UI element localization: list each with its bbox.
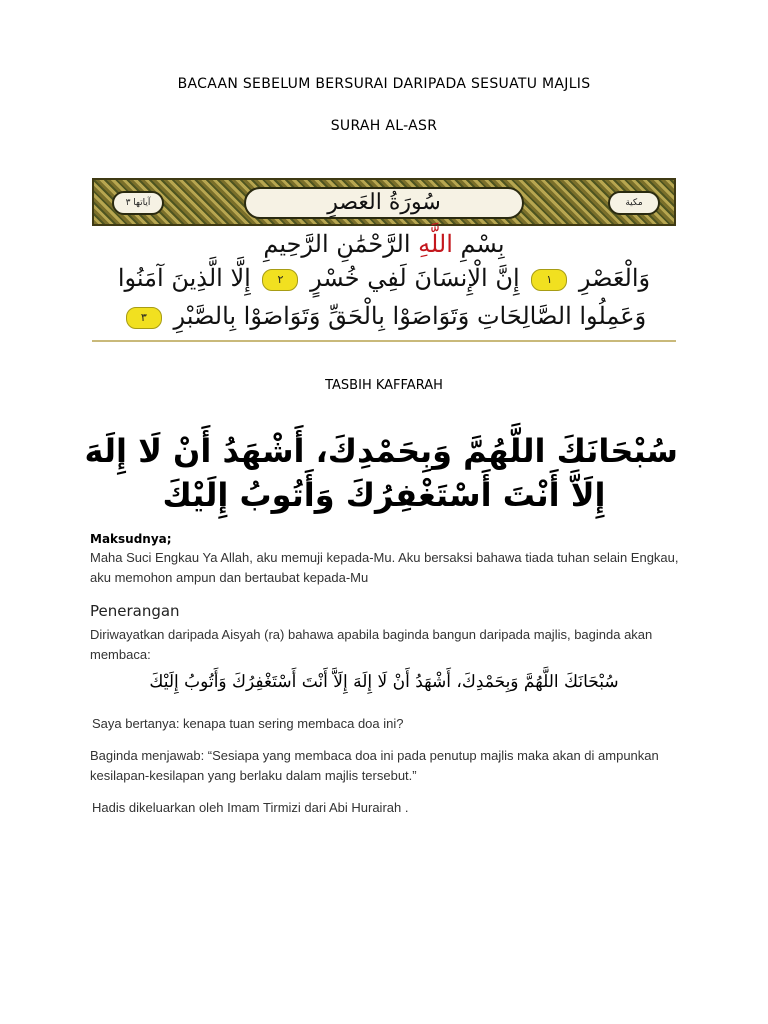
ayah-2-text: إِنَّ الْإِنسَانَ لَفِي خُسْرٍ — [310, 264, 520, 292]
meaning-text: Maha Suci Engkau Ya Allah, aku memuji kepada-Mu. Aku bersaksi bahawa tiada tuhan selain Engkau, aku memohon ampun dan bertaubat kepada-Mu — [90, 550, 679, 585]
ayah-3-start-text: إِلَّا الَّذِينَ آمَنُوا — [117, 264, 251, 292]
ayah-line-1 — [92, 264, 676, 292]
ayah-line-2 — [92, 302, 676, 330]
surah-header-band — [92, 178, 676, 226]
panel-divider — [92, 340, 676, 342]
basmala — [92, 230, 676, 258]
ayah-count-medallion: آياتها ٣ — [112, 191, 164, 215]
basmala-start: بِسْمِ — [452, 230, 505, 258]
document-title: BACAAN SEBELUM BERSURAI DARIPADA SESUATU MAJLIS — [177, 76, 591, 92]
revelation-medallion: مكية — [608, 191, 660, 215]
penerangan-text: Diriwayatkan daripada Aisyah (ra) bahawa apabila baginda bangun daripada majlis, baginda akan membaca: — [90, 627, 653, 662]
basmala-allah: اللَّهِ — [418, 230, 453, 258]
meaning-label: Maksudnya; — [90, 532, 172, 546]
ayah-marker-3: ٣ — [126, 307, 162, 329]
ayah-marker-1: ١ — [531, 269, 567, 291]
ayah-marker-2: ٢ — [262, 269, 298, 291]
basmala-end: الرَّحْمَٰنِ الرَّحِيمِ — [263, 230, 419, 258]
tasbih-heading: TASBIH KAFFARAH — [325, 378, 443, 393]
doa-arabic-inline: سُبْحَانَكَ اللَّهُمَّ وَبِحَمْدِكَ، أَشْهَدُ أَنْ لَا إِلَهَ إِلَاَّ أَنْتَ أَسْتَغْفِرُكَ وَأَتُوبُ إِلَيْكَ — [149, 672, 619, 692]
surah-title: SURAH AL-ASR — [330, 118, 438, 134]
question-text: Saya bertanya: kenapa tuan sering membaca doa ini? — [92, 716, 404, 731]
doa-arabic-line-2: إِلَاَّ أَنْتَ أَسْتَغْفِرُكَ وَأَتُوبُ إِلَيْكَ — [162, 476, 606, 514]
ayah-3-end-text: وَعَمِلُوا الصَّالِحَاتِ وَتَوَاصَوْا بِالْحَقِّ وَتَوَاصَوْا بِالصَّبْرِ — [173, 302, 647, 330]
hadith-source: Hadis dikeluarkan oleh Imam Tirmizi dari Abi Hurairah . — [92, 800, 409, 815]
quran-surah-image — [92, 178, 676, 342]
answer-text: Baginda menjawab: “Sesiapa yang membaca doa ini pada penutup majlis maka akan di ampunkan kesilapan-kesilapan yang berlaku dalam majlis tersebut.” — [90, 748, 659, 783]
ayah-1-text: وَالْعَصْرِ — [578, 264, 651, 292]
doa-arabic-line-1: سُبْحَانَكَ اللَّهُمَّ وَبِحَمْدِكَ، أَشْهَدُ أَنْ لَا إِلَهَ — [84, 432, 678, 470]
surah-name-cartouche: سُورَةُ العَصرِ — [244, 187, 524, 219]
penerangan-heading: Penerangan — [90, 602, 180, 620]
